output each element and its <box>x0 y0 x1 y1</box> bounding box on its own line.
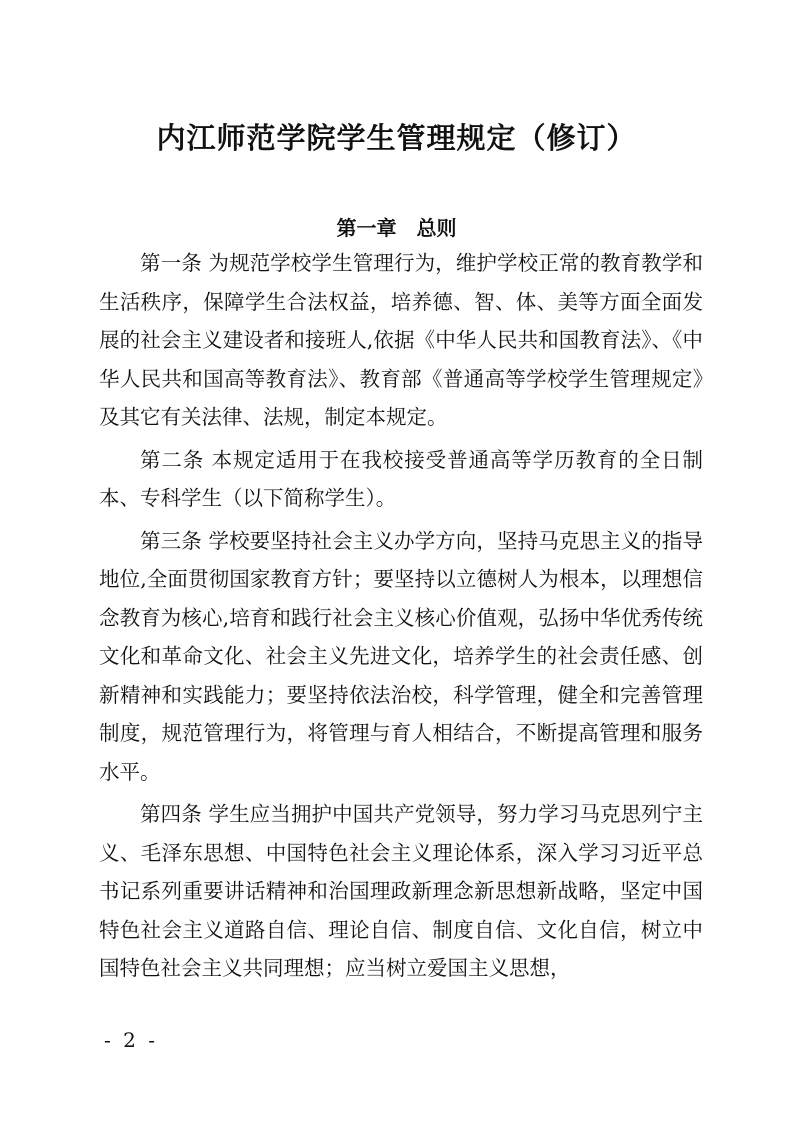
article-2: 第二条 本规定适用于在我校接受普通高等学历教育的全日制本、专科学生（以下简称学生）。 <box>99 447 703 510</box>
article-4: 第四条 学生应当拥护中国共产党领导，努力学习马克思列宁主义、毛泽东思想、中国特色社会主义理论体系，深入学习习近平总书记系列重要讲话精神和治国理政新理念新思想新战略，坚定中国特色社会主义道路自信、理论自信、制度自信、文化自信，树立中国特色社会主义共同理想；应当树立爱国主义思想， <box>99 802 703 980</box>
article-1: 第一条 为规范学校学生管理行为，维护学校正常的教育教学和生活秩序，保障学生合法权益，培养德、智、体、美等方面全面发展的社会主义建设者和接班人,依据《中华人民共和国教育法》、《中华人民共和国高等教育法》、教育部《普通高等学校学生管理规定》及其它有关法律、法规，制定本规定。 <box>99 251 703 429</box>
chapter-heading: 第一章 总则 <box>336 216 457 240</box>
document-title: 内江师范学院学生管理规定（修订） <box>156 121 637 155</box>
article-3: 第三条 学校要坚持社会主义办学方向，坚持马克思主义的指导地位,全面贯彻国家教育方针；要坚持以立德树人为根本，以理想信念教育为核心,培育和践行社会主义核心价值观，弘扬中华优秀传统文化和革命文化、社会主义先进文化，培养学生的社会责任感、创新精神和实践能力；要坚持依法治校，科学管理，健全和完善管理制度，规范管理行为，将管理与育人相结合，不断提高管理和服务水平。 <box>99 528 703 784</box>
document-body <box>99 244 703 988</box>
page-number: - 2 - <box>104 1028 158 1052</box>
